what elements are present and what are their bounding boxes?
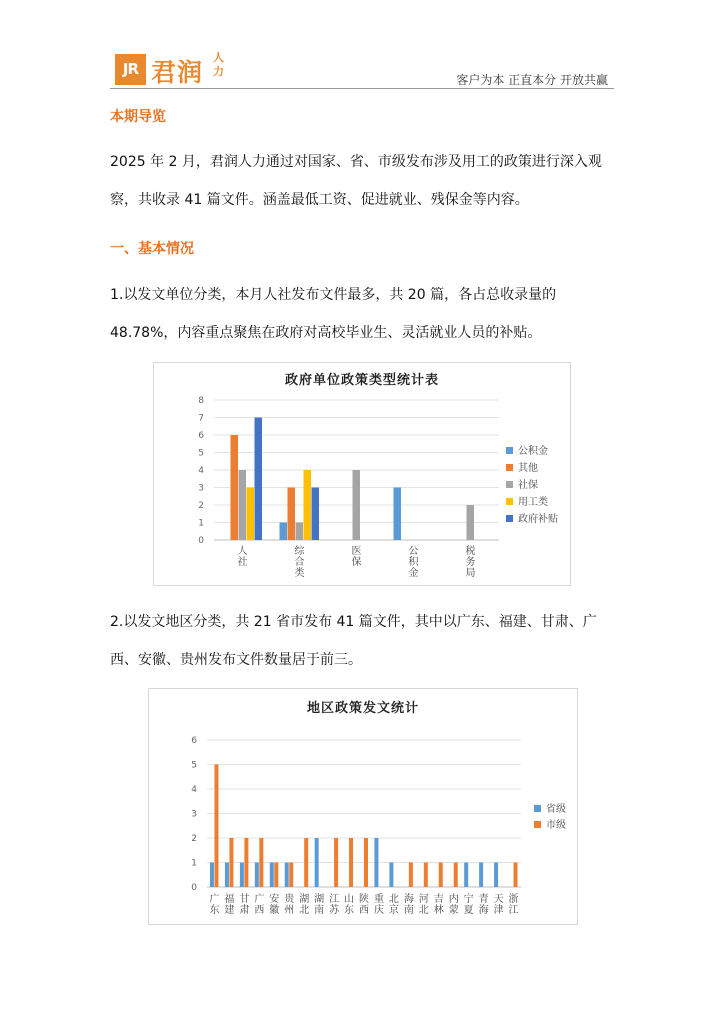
- x-tick-label: 西: [359, 905, 369, 916]
- y-tick-label: 3: [198, 483, 204, 494]
- bar-政府补贴-人社: [255, 418, 263, 541]
- x-tick-label: 蒙: [448, 905, 459, 916]
- x-tick-label: 湖: [299, 894, 310, 905]
- x-tick-label: 湖: [314, 894, 325, 905]
- x-tick-label: 重: [373, 894, 384, 905]
- y-tick-label: 4: [191, 785, 197, 795]
- x-tick-label: 税: [465, 546, 476, 557]
- x-tick-label: 综: [294, 546, 305, 557]
- legend-swatch: [506, 447, 513, 454]
- bar-公积金-公积金: [394, 488, 402, 541]
- logo-mark: JR: [115, 54, 146, 85]
- x-tick-label: 南: [314, 905, 325, 916]
- bar-市级-海南: [409, 863, 413, 888]
- x-tick-label: 肃: [239, 905, 250, 916]
- bar-市级-内蒙: [454, 863, 458, 888]
- bar-市级-湖北: [304, 838, 308, 887]
- legend-swatch: [534, 821, 541, 828]
- bar-省级-重庆: [374, 838, 378, 887]
- legend-label: 省级: [546, 804, 566, 815]
- x-tick-label: 务: [465, 557, 476, 568]
- bar-社保-税务局: [467, 505, 475, 540]
- x-tick-label: 苏: [329, 905, 340, 916]
- y-tick-label: 2: [198, 501, 204, 511]
- bar-省级-贵州: [285, 863, 289, 888]
- legend-swatch: [506, 515, 513, 522]
- x-tick-label: 陕: [359, 894, 369, 905]
- legend-swatch: [506, 464, 513, 471]
- x-tick-label: 西: [254, 905, 265, 916]
- x-tick-label: 津: [493, 905, 504, 916]
- bar-市级-吉林: [439, 863, 443, 888]
- y-tick-label: 0: [191, 883, 197, 893]
- bar-其他-综合类: [288, 488, 296, 541]
- bar-省级-北京: [389, 863, 393, 888]
- bar-市级-广东: [214, 765, 218, 888]
- x-tick-label: 天: [493, 894, 504, 905]
- x-tick-label: 类: [294, 568, 305, 579]
- logo-subtitle: 人力: [213, 51, 224, 78]
- x-tick-label: 北: [388, 894, 399, 905]
- legend-label: 用工类: [518, 497, 548, 508]
- overview-paragraph: 2025 年 2 月，君润人力通过对国家、省、市级发布涉及用工的政策进行深入观察，共收录 41 篇文件。涵盖最低工资、促进就业、残保金等内容。: [110, 154, 602, 208]
- chart-region-policy-svg: [149, 689, 577, 924]
- y-tick-label: 3: [191, 809, 197, 820]
- x-tick-label: 建: [224, 905, 235, 916]
- bar-省级-广东: [210, 863, 214, 888]
- bar-社保-人社: [239, 470, 247, 540]
- overview-heading: 本期导览: [110, 109, 166, 125]
- bar-其他-人社: [231, 435, 239, 540]
- legend-label: 其他: [518, 463, 538, 474]
- bar-市级-山东: [349, 838, 353, 887]
- bar-市级-安徽: [274, 863, 278, 888]
- x-tick-label: 内: [448, 894, 459, 905]
- x-tick-label: 保: [351, 557, 362, 568]
- basic-paragraph-1: 1.以发文单位分类，本月人社发布文件最多，共 20 篇，各占总收录量的 48.78%，内容重点聚焦在政府对高校毕业生、灵活就业人员的补贴。: [110, 287, 557, 341]
- bar-用工类-综合类: [304, 470, 312, 540]
- x-tick-label: 海: [403, 894, 414, 905]
- bar-用工类-人社: [247, 488, 255, 541]
- x-tick-label: 广: [254, 894, 265, 905]
- bar-市级-江苏: [334, 838, 338, 887]
- legend-label: 政府补贴: [518, 514, 558, 525]
- bar-省级-广西: [255, 863, 259, 888]
- x-tick-label: 江: [508, 905, 519, 916]
- x-tick-label: 州: [284, 905, 295, 916]
- header-divider: [110, 88, 614, 89]
- y-tick-label: 0: [198, 536, 204, 546]
- y-tick-label: 5: [191, 760, 197, 771]
- x-tick-label: 局: [465, 568, 476, 579]
- header-slogan: 客户为本 正直本分 开放共赢: [456, 73, 608, 87]
- y-tick-label: 6: [198, 431, 204, 441]
- y-tick-label: 2: [191, 834, 197, 844]
- x-tick-label: 山: [344, 894, 355, 905]
- x-tick-label: 安: [269, 894, 280, 905]
- x-tick-label: 江: [329, 894, 340, 905]
- bar-市级-河北: [424, 863, 428, 888]
- bar-社保-综合类: [296, 523, 304, 541]
- bar-省级-天津: [494, 863, 498, 888]
- x-tick-label: 金: [408, 568, 419, 579]
- y-tick-label: 5: [198, 448, 204, 459]
- basic-paragraph-2: 2.以发文地区分类，共 21 省市发布 41 篇文件，其中以广东、福建、甘肃、广西、安徽、贵州发布文件数量居于前三。: [110, 614, 597, 668]
- y-tick-label: 6: [191, 736, 197, 746]
- legend-label: 社保: [518, 480, 538, 491]
- bar-市级-广西: [259, 838, 263, 887]
- chart-region-policy: [148, 688, 578, 925]
- x-tick-label: 东: [209, 905, 220, 916]
- bar-政府补贴-综合类: [312, 488, 320, 541]
- x-tick-label: 积: [408, 557, 419, 568]
- x-tick-label: 社: [237, 557, 248, 568]
- x-tick-label: 人: [237, 546, 248, 557]
- y-tick-label: 1: [198, 518, 204, 529]
- x-tick-label: 公: [408, 546, 419, 557]
- x-tick-label: 福: [224, 894, 235, 905]
- x-tick-label: 海: [478, 905, 489, 916]
- legend-swatch: [506, 481, 513, 488]
- x-tick-label: 广: [209, 894, 220, 905]
- x-tick-label: 青: [478, 894, 489, 905]
- chart-unit-policy: [153, 362, 571, 586]
- x-tick-label: 浙: [508, 894, 519, 905]
- bar-市级-浙江: [514, 863, 518, 888]
- bar-省级-宁夏: [464, 863, 468, 888]
- x-tick-label: 京: [388, 905, 399, 916]
- x-tick-label: 庆: [373, 905, 384, 916]
- x-tick-label: 宁: [463, 894, 474, 905]
- x-tick-label: 徽: [269, 905, 280, 916]
- page-header: [110, 50, 614, 90]
- bar-省级-青海: [479, 863, 483, 888]
- legend-label: 公积金: [518, 446, 548, 457]
- x-tick-label: 甘: [239, 894, 250, 905]
- bar-社保-医保: [353, 470, 361, 540]
- bar-省级-甘肃: [240, 863, 244, 888]
- bar-市级-福建: [229, 838, 233, 887]
- bar-省级-安徽: [270, 863, 274, 888]
- chart-unit-policy-svg: [154, 363, 570, 585]
- x-tick-label: 合: [294, 557, 305, 568]
- legend-swatch: [506, 498, 513, 505]
- bar-市级-贵州: [289, 863, 293, 888]
- x-tick-label: 北: [299, 905, 310, 916]
- logo-name: 君润: [151, 58, 204, 87]
- bar-市级-甘肃: [244, 838, 248, 887]
- y-tick-label: 1: [191, 858, 197, 869]
- x-tick-label: 医: [351, 546, 362, 557]
- chart-title: 地区政策发文统计: [306, 701, 420, 716]
- legend-swatch: [534, 805, 541, 812]
- bar-公积金-综合类: [280, 523, 288, 541]
- bar-省级-福建: [225, 863, 229, 888]
- y-tick-label: 4: [198, 466, 204, 476]
- x-tick-label: 东: [344, 905, 355, 916]
- basic-heading: 一、基本情况: [110, 241, 194, 257]
- x-tick-label: 贵: [284, 894, 295, 905]
- bar-市级-陕西: [364, 838, 368, 887]
- x-tick-label: 夏: [463, 905, 474, 916]
- chart-title: 政府单位政策类型统计表: [284, 373, 440, 388]
- x-tick-label: 南: [403, 905, 414, 916]
- x-tick-label: 北: [418, 905, 429, 916]
- legend-label: 市级: [546, 820, 566, 831]
- y-tick-label: 7: [198, 413, 204, 424]
- y-tick-label: 8: [198, 396, 204, 406]
- x-tick-label: 林: [433, 905, 444, 916]
- x-tick-label: 吉: [433, 894, 444, 905]
- bar-省级-湖南: [315, 838, 319, 887]
- x-tick-label: 河: [418, 894, 429, 905]
